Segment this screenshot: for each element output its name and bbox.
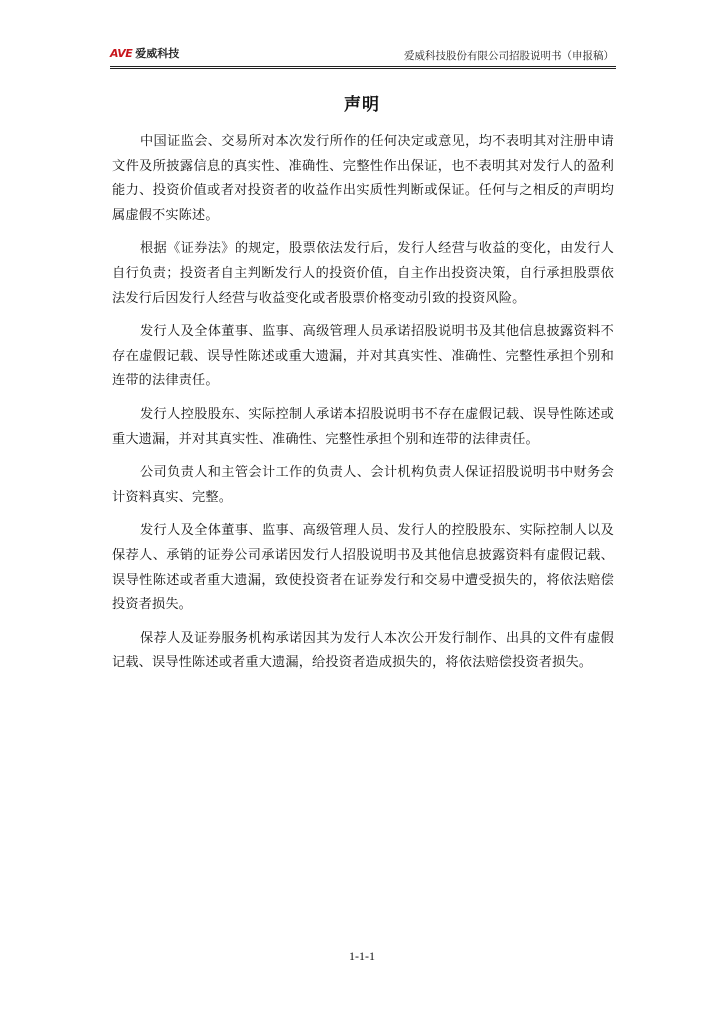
company-logo xyxy=(110,48,179,60)
paragraph: 发行人及全体董事、监事、高级管理人员、发行人的控股股东、实际控制人以及保荐人、承销的证券公司承诺因发行人招股说明书及其他信息披露资料有虚假记载、误导性陈述或者重大遗漏，致使投资者在证券发行和交易中遭受损失的，将依法赔偿投资者损失。 xyxy=(112,523,614,613)
logo-text: 爱威科技 xyxy=(135,47,180,60)
paragraph: 公司负责人和主管会计工作的负责人、会计机构负责人保证招股说明书中财务会计资料真实、完整。 xyxy=(112,465,614,505)
logo-mark: AVE xyxy=(110,47,133,60)
paragraph: 保荐人及证券服务机构承诺因其为发行人本次公开发行制作、出具的文件有虚假记载、误导性陈述或者重大遗漏，给投资者造成损失的，将依法赔偿投资者损失。 xyxy=(112,630,614,671)
paragraph: 发行人及全体董事、监事、高级管理人员承诺招股说明书及其他信息披露资料不存在虚假记载、误导性陈述或重大遗漏，并对其真实性、准确性、完整性承担个别和连带的法律责任。 xyxy=(112,324,614,389)
document-title: 爱威科技股份有限公司招股说明书（申报稿） xyxy=(404,50,614,62)
paragraph: 根据《证券法》的规定，股票依法发行后，发行人经营与收益的变化，由发行人自行负责；投资者自主判断发行人的投资价值，自主作出投资决策，自行承担股票依法发行后因发行人经营与收益变化或者股票价格变动引致的投资风险。 xyxy=(112,241,614,306)
page-header xyxy=(110,44,616,67)
declaration-body xyxy=(112,130,614,685)
page-title: 声明 xyxy=(344,95,380,115)
page-number: 1-1-1 xyxy=(349,949,375,963)
header-rule xyxy=(110,68,616,69)
paragraph: 发行人控股股东、实际控制人承诺本招股说明书不存在虚假记载、误导性陈述或重大遗漏，并对其真实性、准确性、完整性承担个别和连带的法律责任。 xyxy=(112,406,614,447)
paragraph: 中国证监会、交易所对本次发行所作的任何决定或意见，均不表明其对注册申请文件及所披露信息的真实性、准确性、完整性作出保证，也不表明其对发行人的盈利能力、投资价值或者对投资者的收益作出实质性判断或保证。任何与之相反的声明均属虚假不实陈述。 xyxy=(112,134,614,223)
